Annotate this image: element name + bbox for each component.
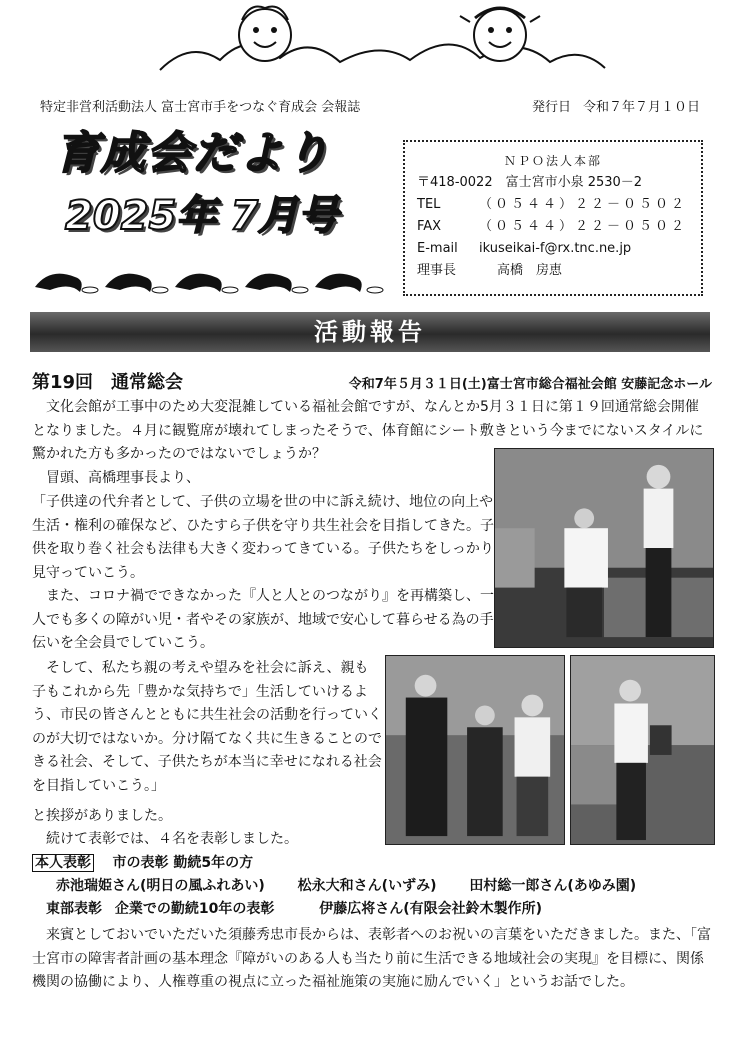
email-label: E-mail [417,241,458,256]
header-illustration [150,0,610,80]
awardee-2: 松永大和さん(いずみ) [297,878,437,894]
contact-fax-row [417,216,689,238]
contact-org: ＮＰＯ法人本部 [503,154,602,168]
org-line: 特定非営利活動法人 富士宮市手をつなぐ育成会 会報誌 [40,100,361,115]
awards-list [32,852,712,921]
dolphin-decoration [30,262,400,302]
awards-personal-row [32,852,712,875]
meeting-date-venue: 令和7年５月３１日(土)富士宮市総合福祉会館 安藤記念ホール [348,377,712,392]
awards-personal-label: 本人表彰 [32,854,94,872]
awardee-3: 田村総一郎さん(あゆみ園) [469,878,637,894]
contact-address: 〒418-0022 富士宮市小泉 2530－2 [417,175,643,190]
awards-personal-desc: 市の表彰 勤続5年の方 [112,855,254,871]
awards-east-label: 東部表彰 [46,901,102,917]
newsletter-issue: 2025年 7月号 [65,193,339,239]
contact-tel-row [417,194,689,216]
header-line [40,96,700,115]
issue-info [532,96,700,115]
section-banner: 活動報告 [30,312,710,352]
paragraph-awards-intro: 続けて表彰では、４名を表彰しました。 [46,831,298,847]
contact-chair-row [417,260,689,282]
newsletter-title: 育成会だより [55,128,331,179]
meeting-name: 第19回 通常総会 [32,372,184,393]
tel-value: （０５４４）２２－０５０２ [479,197,688,212]
contact-email-row [417,238,689,260]
awards-east-row [32,898,712,921]
paragraph-quote-2: また、コロナ禍でできなかった『人と人とのつながり』を再構築し、一人でも多くの障がい児・者やその家族が、地域で安心して暮らせる為の手伝いを全会員でしていこう。 [32,588,494,651]
issue-label: 発行日 [531,100,571,115]
paragraph-intro: 文化会館が工事中のため大変混雑している福祉会館ですが、なんとか5月３１日に第１９回通常総会開催となりました。４月に観覧席が壊れてしまったそうで、体育館にシート敷きという今までにないスタイルに驚かれた方も多かったのではないでしょうか？ [32,399,704,462]
paragraph-greeting: と挨拶がありました。 [32,808,172,824]
email-value: ikuseikai-f@rx.tnc.ne.jp [479,241,632,256]
fax-label: FAX [417,219,442,234]
photo-awardee-single [570,655,715,845]
masthead [55,128,385,240]
paragraph-opening: 冒頭、高橋理事長より、 [46,470,200,486]
awards-east-desc: 企業での勤続10年の表彰 [114,901,275,917]
photo-awardees-group [385,655,565,845]
chair-name: 高橋 房恵 [497,263,563,278]
meeting-heading [32,368,712,394]
awardee-4: 伊藤広将さん(有限会社鈴木製作所) [319,901,543,917]
tel-label: TEL [417,197,441,212]
contact-box [403,140,703,296]
chair-label: 理事長 [417,263,457,278]
awardee-1: 赤池瑞姫さん(明日の風ふれあい) [56,878,265,894]
paragraph-quote-1: 「子供達の代弁者として、子供の立場を世の中に訴え続け、地位の向上や生活・権利の確保など、ひたすら子供を守り共生社会を目指してきた。子供を取り巻く社会も法律も大きく変わってきている。子供たちをしっかり見守っていこう。 [32,494,494,581]
awards-names-row [32,875,712,898]
paragraph-quote-3: そして、私たち親の考えや望みを社会に訴え、親も子もこれから先「豊かな気持ちで」生活していけるよう、市民の皆さんとともに共生社会の活動を行っていくのが大切ではないか。分け隔てなく共に生きることのできる社会、そして、子供たちが本当に幸せになれる社会を目指していこう。」 [32,660,382,794]
paragraph-mayor: 来賓としておいでいただいた須藤秀忠市長からは、表彰者へのお祝いの言葉をいただきました。また、「富士宮市の障害者計画の基本理念『障がいのある人も当たり前に生活できる地域社会の実現』を目標に、関係機関の協働により、人権尊重の視点に立った福祉施策の実施に励んでいく」というお話でした。 [32,927,711,990]
fax-value: （０５４４）２２－０５０２ [479,219,688,234]
issue-date: 令和７年７月１０日 [582,100,700,115]
photo-award-ceremony [494,448,714,648]
